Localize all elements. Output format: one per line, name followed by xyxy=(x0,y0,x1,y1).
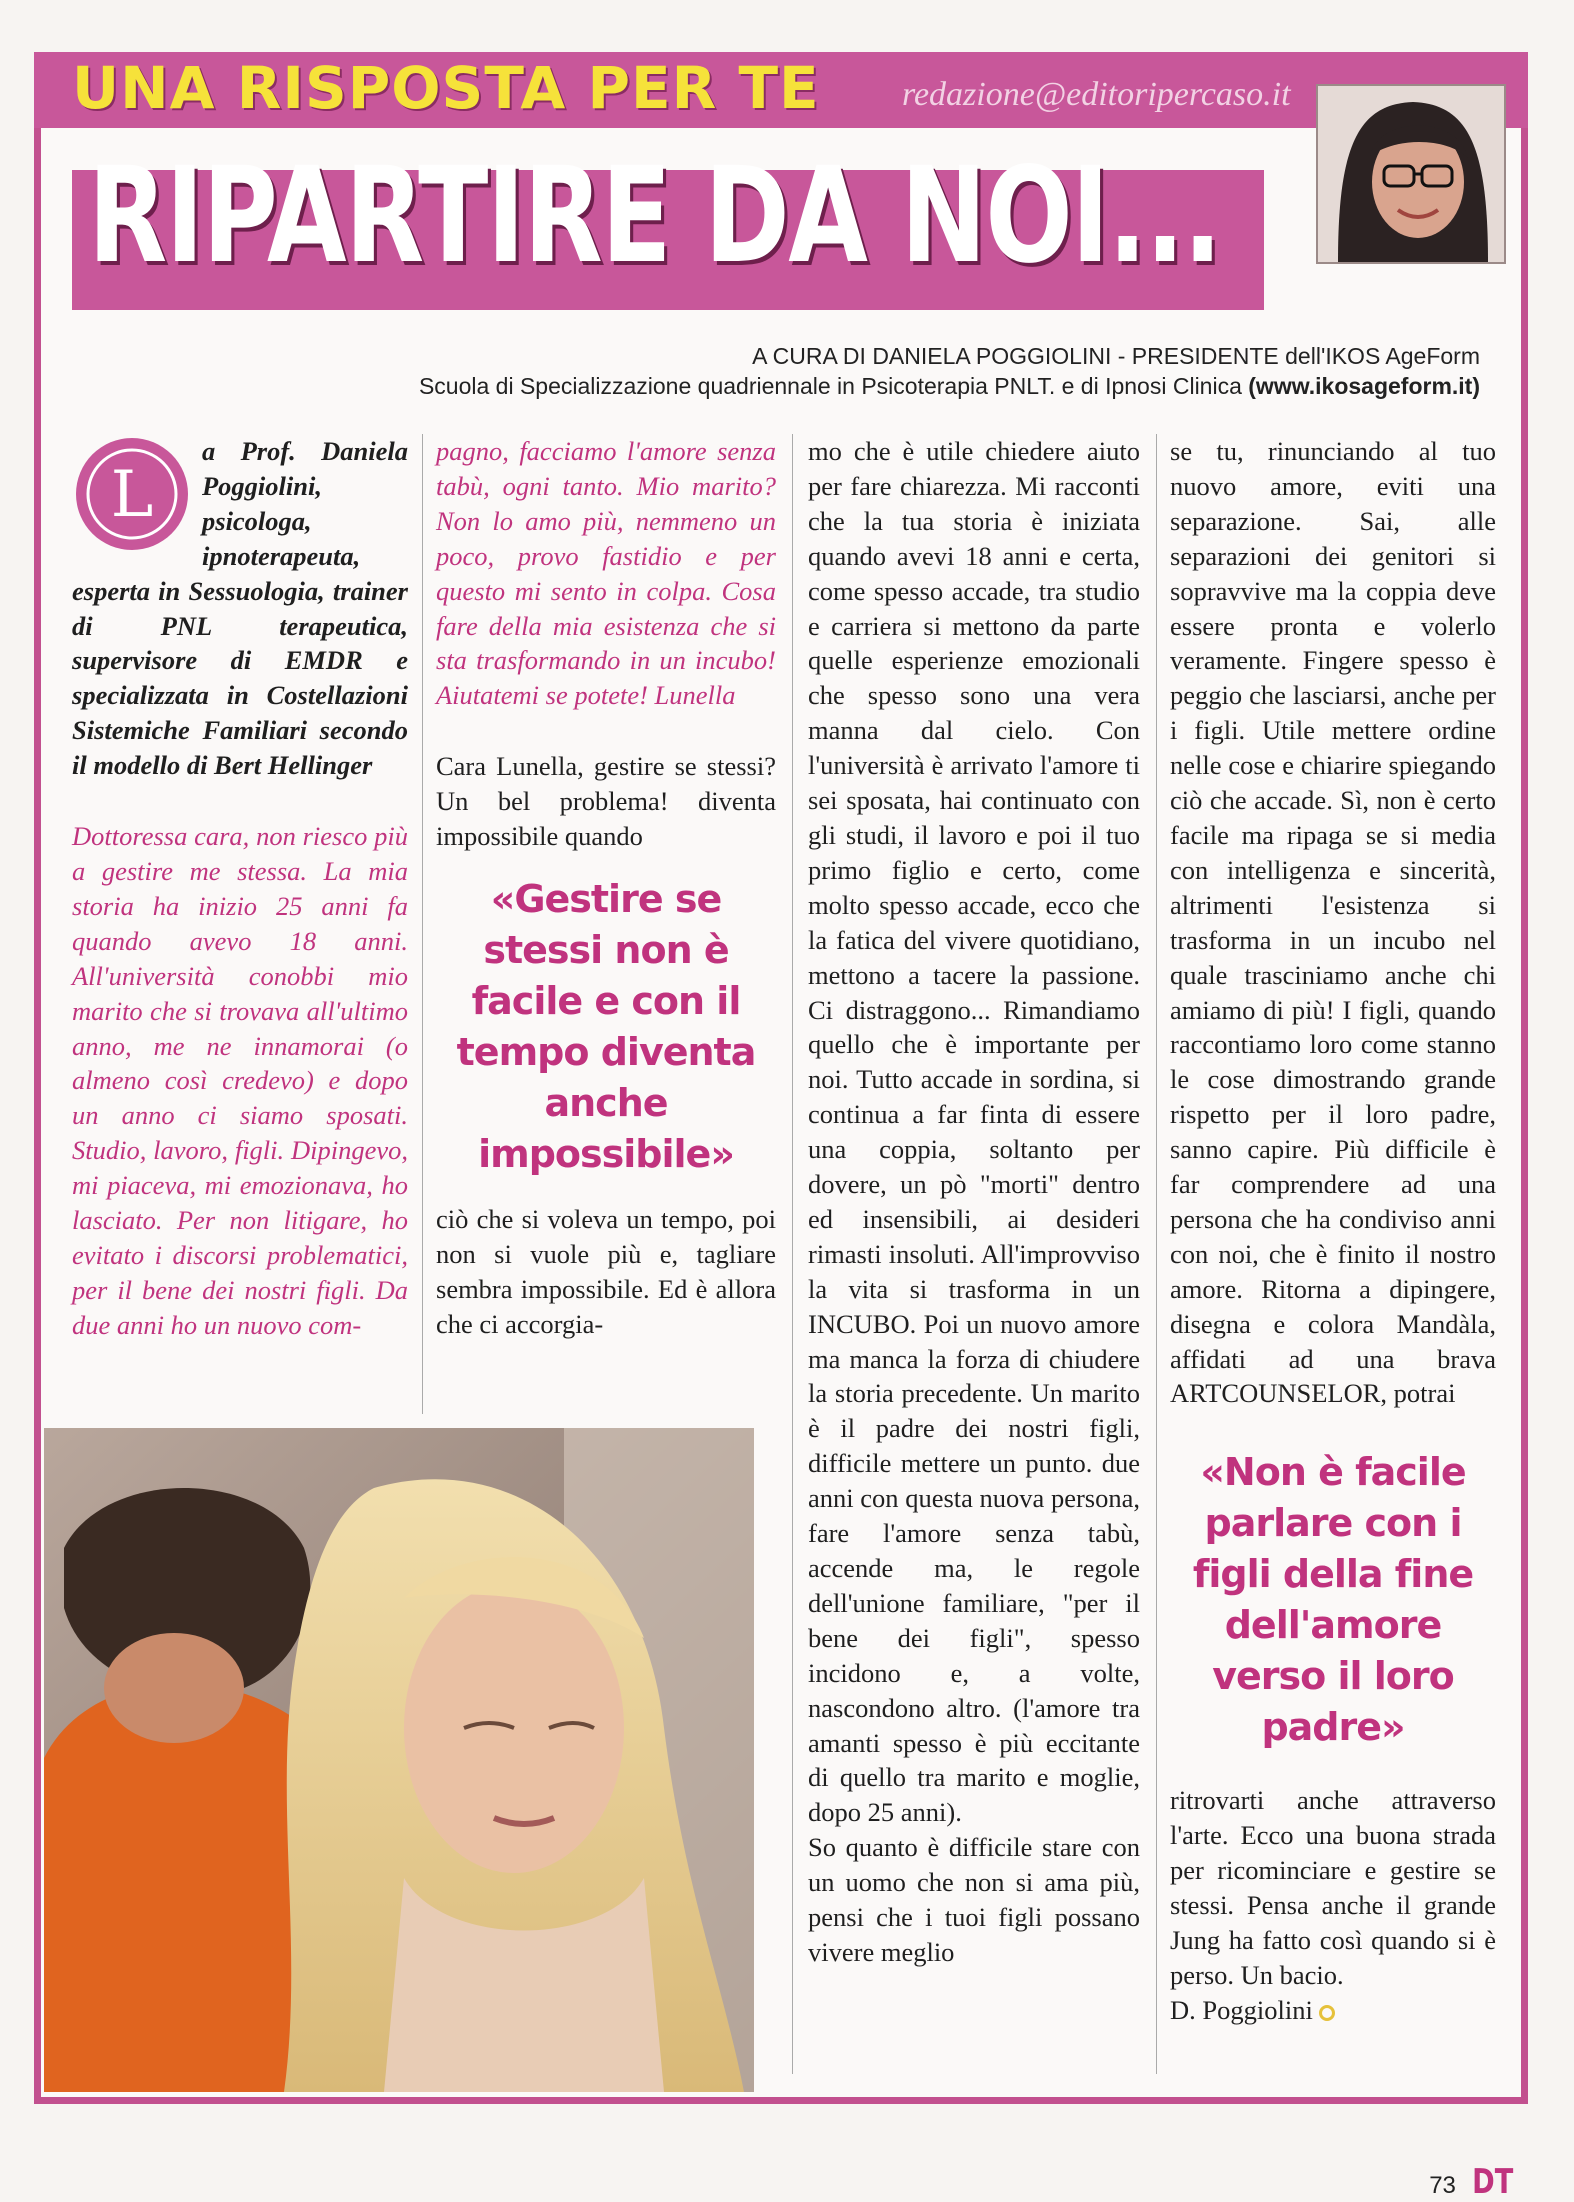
column-1 xyxy=(72,434,408,1343)
column-rule xyxy=(422,434,423,1414)
answer-body: mo che è utile chiedere aiuto per fare chiarezza. Mi racconti che la tua storia è iniziata quando avevi 18 anni e certa, come spesso accade, tra studio e carriera si mettono da parte quelle esperienze emozionali che spesso sono una vera manna dal cielo. Con l'università è arrivato l'amore ti sei sposata, hai continuato con gli studi, il lavoro e poi il tuo primo figlio e certo, come molto spesso accade, ecco che la fatica del vivere quotidiano, mettono a tacere la passione. Ci distraggono... Rimandiamo quello che è importante per noi. Tutto accade in sordina, si continua a far finta di essere una coppia, soltanto per dovere, un pò "morti" dentro ed insensibili, ai desideri rimasti insoluti. All'improvviso la vita si trasforma in un INCUBO. Poi un nuovo amore ma manca la forza di chiudere la storia precedente. Un marito è il padre dei nostri figli, difficile mettere un punto. due anni con questa nuova persona, fare l'amore senza tabù, accende ma, le regole dell'unione familiare, "per il bene dei figli", spesso incidono e, a volte, nascondono altro. (l'amore tra amanti spesso è più eccitante di quello tra marito e moglie, dopo 25 anni). xyxy=(808,436,1140,1828)
page-footer xyxy=(1429,2162,1518,2202)
end-mark-icon xyxy=(1319,2005,1335,2021)
answer-closing: ritrovarti anche attraverso l'arte. Ecco una buona strada per ricominciare e gestire se stessi. Pensa anche il grande Jung ha fatto così quando si è perso. Un bacio. xyxy=(1170,1785,1496,1990)
byline-author: A CURA DI DANIELA POGGIOLINI - PRESIDENTE dell'IKOS AgeForm xyxy=(752,343,1480,369)
reader-letter-continued: pagno, facciamo l'amore senza tabù, ogni tanto. Mio marito? Non lo amo più, nemmeno un poco, provo fastidio e per questo mi sento in colpa. Cosa fare della mia esistenza che si sta trasformando in un incubo! Aiutatemi se potete! Lunella xyxy=(436,436,776,711)
signature: D. Poggiolini xyxy=(1170,1994,1313,2025)
author-portrait xyxy=(1316,84,1506,264)
author-bio: a Prof. Daniela Poggiolini, psicologa, ipnoterapeuta, esperta in Sessuologia, trainer di PNL terapeutica, supervisore di EMDR e specializzata in Costellazioni Sistemiche Familiari secondo il modello di Bert Hellinger xyxy=(72,436,408,781)
column-2 xyxy=(436,434,776,1342)
byline-url[interactable]: (www.ikosageform.it) xyxy=(1248,373,1480,399)
answer-body-3: se tu, rinunciando al tuo nuovo amore, eviti una separazione. Sai, alle separazioni dei genitori si sopravvive ma la coppia deve essere pronta e volerlo veramente. Fingere spesso è peggio che lasciarsi, anche per i figli. Utile mettere ordine nelle cose e chiarire spiegando ciò che accade. Sì, non è certo facile ma ripaga se si media con intelligenza e sincerità, altrimenti l'esistenza si trasforma in un incubo nel quale trasciniamo anche chi amiamo di più! I figli, quando raccontiamo loro come stanno le cose dimostrando grande rispetto per il loro padre, sanno capire. Più difficile è far comprendere ad una persona che ha condiviso anni con noi, che è finito il nostro amore. Ritorna a dipingere, disegna e colora Mandàla, affidati ad una brava ARTCOUNSELOR, potrai xyxy=(1170,436,1496,1409)
magazine-logo: DT xyxy=(1471,2162,1513,2202)
pull-quote-1: «Gestire se stessi non è facile e con il tempo diventa anche impossibile» xyxy=(456,876,756,1176)
reader-letter: Dottoressa cara, non riesco più a gestire me stessa. La mia storia ha inizio 25 anni fa quando avevo 18 anni. All'università conobbi mio marito che si trovava all'ultimo anno, me ne innamorai (o almeno così credevo) e dopo un anno ci siamo sposati. Studio, lavoro, figli. Dipingevo, mi piaceva, mi emozionava, ho lasciato. Per non litigare, ho evitato i discorsi problematici, per il bene dei nostri figli. Da due anni ho un nuovo com- xyxy=(72,821,408,1340)
page-number: 73 xyxy=(1429,2172,1456,2199)
couple-photo xyxy=(44,1428,754,2092)
column-4 xyxy=(1170,434,1496,2028)
page-title: RIPARTIRE DA NOI... xyxy=(88,139,1221,293)
column-rule xyxy=(1156,434,1157,2074)
byline xyxy=(419,341,1480,401)
column-3 xyxy=(808,434,1140,1970)
answer-continued: ciò che si voleva un tempo, poi non si vuole più e, tagliare sembra impossibile. Ed è allora che ci accorgia- xyxy=(436,1203,776,1339)
dropcap-badge xyxy=(72,434,192,554)
answer-intro: Cara Lunella, gestire se stessi? Un bel problema! diventa impossibile quando xyxy=(436,751,776,852)
dropcap-letter: L xyxy=(110,458,154,532)
section-kicker: UNA RISPOSTA PER TE xyxy=(72,54,820,122)
byline-school: Scuola di Specializzazione quadriennale in Psicoterapia PNLT. e di Ipnosi Clinica xyxy=(418,373,1242,399)
column-rule xyxy=(792,434,793,2074)
pull-quote-2: «Non è facile parlare con i figli della fine dell'amore verso il loro padre» xyxy=(1192,1450,1474,1750)
editorial-email[interactable]: redazione@editoripercaso.it xyxy=(902,76,1291,113)
answer-body-2: So quanto è difficile stare con un uomo che non si ama più, pensi che i tuoi figli possano vivere meglio xyxy=(808,1832,1140,1967)
